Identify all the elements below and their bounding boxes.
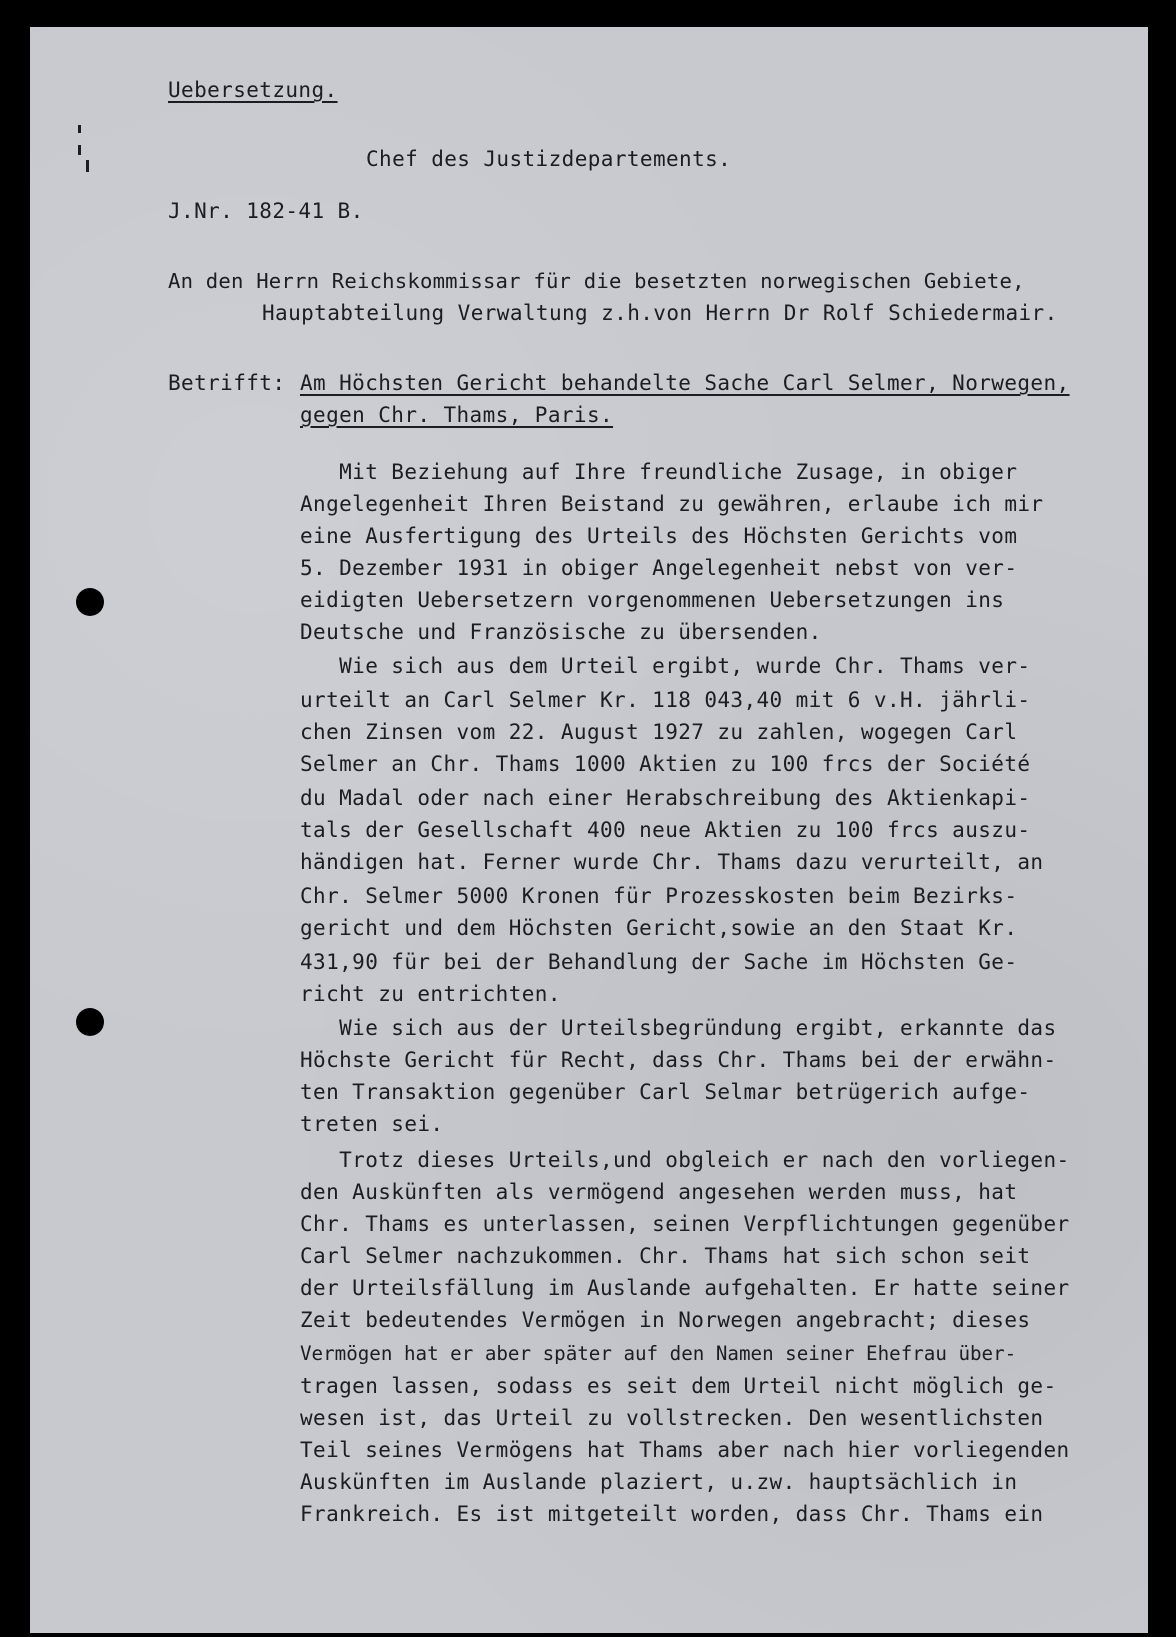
body-line: richt zu entrichten.: [300, 982, 561, 1006]
subject-label: Betrifft:: [168, 371, 286, 395]
margin-mark: [78, 125, 81, 133]
body-line: gericht und dem Höchsten Gericht,sowie an den Staat Kr.: [300, 916, 1018, 940]
sender-line: Chef des Justizdepartements.: [366, 147, 732, 171]
body-line: tals der Gesellschaft 400 neue Aktien zu 100 frcs auszu-: [300, 818, 1031, 842]
body-line: Carl Selmer nachzukommen. Chr. Thams hat sich schon seit: [300, 1244, 1031, 1268]
document-page: [30, 27, 1148, 1633]
body-line: Chr. Selmer 5000 Kronen für Prozesskosten beim Bezirks-: [300, 884, 1018, 908]
subject-line-1: Am Höchsten Gericht behandelte Sache Carl Selmer, Norwegen,: [300, 371, 1070, 395]
body-line: Vermögen hat er aber später auf den Namen seiner Ehefrau über-: [300, 1342, 1017, 1365]
body-line: Selmer an Chr. Thams 1000 Aktien zu 100 frcs der Société: [300, 752, 1031, 776]
body-line: wesen ist, das Urteil zu vollstrecken. Den wesentlichsten: [300, 1406, 1044, 1430]
body-line: Angelegenheit Ihren Beistand zu gewähren, erlaube ich mir: [300, 492, 1044, 516]
body-line: Frankreich. Es ist mitgeteilt worden, dass Chr. Thams ein: [300, 1502, 1044, 1526]
body-line: Mit Beziehung auf Ihre freundliche Zusage, in obiger: [300, 460, 1018, 484]
body-line: Teil seines Vermögens hat Thams aber nach hier vorliegenden: [300, 1438, 1070, 1462]
body-line: Zeit bedeutendes Vermögen in Norwegen angebracht; dieses: [300, 1308, 1031, 1332]
body-line: Deutsche und Französische zu übersenden.: [300, 620, 822, 644]
body-line: händigen hat. Ferner wurde Chr. Thams dazu verurteilt, an: [300, 850, 1044, 874]
body-line: treten sei.: [300, 1112, 444, 1136]
body-line: den Auskünften als vermögend angesehen werden muss, hat: [300, 1180, 1018, 1204]
body-line: eine Ausfertigung des Urteils des Höchsten Gerichts vom: [300, 524, 1018, 548]
subject-line-2: gegen Chr. Thams, Paris.: [300, 403, 614, 427]
body-line: Höchste Gericht für Recht, dass Chr. Thams bei der erwähn-: [300, 1048, 1057, 1072]
body-line: du Madal oder nach einer Herabschreibung des Aktienkapi-: [300, 786, 1031, 810]
body-line: Wie sich aus der Urteilsbegründung ergibt, erkannte das: [300, 1016, 1057, 1040]
body-line: ten Transaktion gegenüber Carl Selmar betrügerich aufge-: [300, 1080, 1031, 1104]
body-line: Chr. Thams es unterlassen, seinen Verpflichtungen gegenüber: [300, 1212, 1070, 1236]
body-line: urteilt an Carl Selmer Kr. 118 043,40 mit 6 v.H. jährli-: [300, 688, 1031, 712]
body-line: Trotz dieses Urteils,und obgleich er nach den vorliegen-: [300, 1148, 1070, 1172]
body-line: 5. Dezember 1931 in obiger Angelegenheit nebst von ver-: [300, 556, 1018, 580]
address-line-1: An den Herrn Reichskommissar für die besetzten norwegischen Gebiete,: [168, 269, 1025, 293]
margin-mark: [86, 160, 89, 172]
body-line: chen Zinsen vom 22. August 1927 zu zahlen, wogegen Carl: [300, 720, 1018, 744]
body-line: Auskünften im Auslande plaziert, u.zw. hauptsächlich in: [300, 1470, 1018, 1494]
punch-hole-lower: [76, 1008, 104, 1036]
margin-mark: [78, 145, 81, 155]
body-line: tragen lassen, sodass es seit dem Urteil nicht möglich ge-: [300, 1374, 1057, 1398]
address-line-2: Hauptabteilung Verwaltung z.h.von Herrn Dr Rolf Schiedermair.: [262, 301, 1058, 325]
body-line: eidigten Uebersetzern vorgenommenen Uebersetzungen ins: [300, 588, 1005, 612]
reference-number: J.Nr. 182-41 B.: [168, 199, 364, 223]
punch-hole-upper: [76, 588, 104, 616]
body-line: Wie sich aus dem Urteil ergibt, wurde Chr. Thams ver-: [300, 654, 1031, 678]
body-line: der Urteilsfällung im Auslande aufgehalten. Er hatte seiner: [300, 1276, 1070, 1300]
document-title: Uebersetzung.: [168, 78, 338, 102]
body-line: 431,90 für bei der Behandlung der Sache im Höchsten Ge-: [300, 950, 1018, 974]
